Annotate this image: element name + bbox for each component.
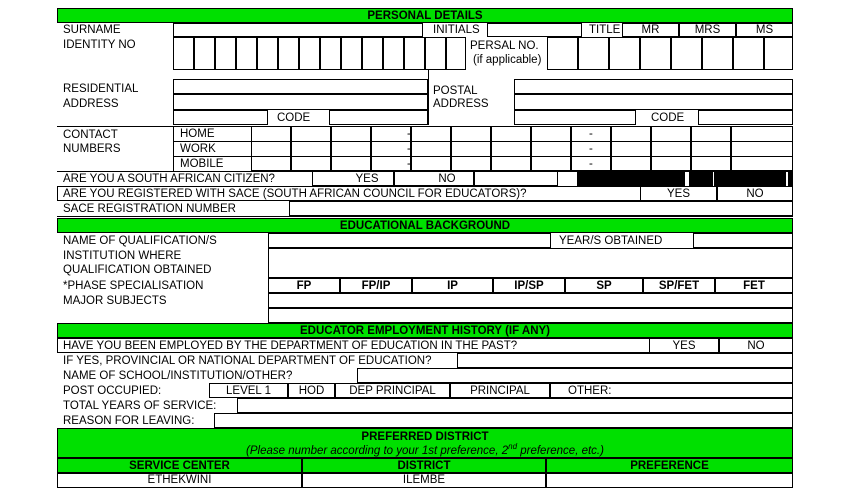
col-preference-header: PREFERENCE [546, 458, 793, 473]
sace-no-label: NO [746, 188, 764, 200]
preference-field-ilembe[interactable] [546, 473, 793, 488]
mobile-dash-2: - [589, 158, 593, 170]
persal-digit-box[interactable] [671, 37, 702, 70]
blacked-out-block [577, 172, 685, 186]
residential-address-line-3[interactable] [173, 110, 268, 125]
phone-digit-col[interactable] [691, 126, 731, 171]
qualification-label: NAME OF QUALIFICATION/S [63, 235, 217, 247]
reason-leaving-label: REASON FOR LEAVING: [63, 415, 195, 427]
postal-address-line-3[interactable] [514, 110, 636, 125]
employment-history-header: EDUCATOR EMPLOYMENT HISTORY (IF ANY) [57, 323, 793, 338]
employed-question: HAVE YOU BEEN EMPLOYED BY THE DEPARTMENT OF EDUCATION IN THE PAST? [63, 340, 518, 352]
residential-address-label: ADDRESS [63, 98, 119, 110]
title-ms-label: MS [755, 24, 774, 36]
blacked-out-block [788, 172, 793, 186]
personal-details-header: PERSONAL DETAILS [57, 8, 793, 23]
id-digit-box[interactable] [257, 37, 278, 70]
persal-digit-box[interactable] [764, 37, 793, 70]
postal-code-label: CODE [651, 112, 685, 124]
citizen-yes-label: YES [355, 173, 379, 185]
phone-digit-col[interactable] [731, 126, 793, 171]
preferred-district-header [57, 428, 793, 458]
service-center-ethekwini: ETHEKWINI [147, 474, 212, 486]
years-obtained-label: YEAR/S OBTAINED [559, 235, 663, 247]
persal-digit-box[interactable] [609, 37, 640, 70]
id-digit-box[interactable] [341, 37, 362, 70]
which-department-label: IF YES, PROVINCIAL OR NATIONAL DEPARTMENT OF EDUCATION? [63, 355, 432, 367]
post-other-label: OTHER: [568, 385, 612, 397]
phone-digit-col[interactable] [411, 126, 451, 171]
phase-sp-label: SP [596, 280, 612, 292]
id-digit-box[interactable] [299, 37, 320, 70]
id-digit-box[interactable] [215, 37, 236, 70]
postal-label: POSTAL [433, 85, 478, 97]
phone-digit-col[interactable] [331, 126, 371, 171]
mobile-dash-1: - [407, 158, 411, 170]
persal-note-label: (if applicable) [473, 54, 542, 66]
phone-digit-col[interactable] [491, 126, 531, 171]
phase-fp-label: FP [296, 280, 312, 292]
preferred-district-title: PREFERRED DISTRICT [361, 431, 489, 443]
col-district-header: DISTRICT [302, 458, 546, 473]
sace-number-field[interactable] [289, 201, 793, 216]
postal-address-line-2[interactable] [514, 94, 793, 110]
id-digit-box[interactable] [236, 37, 257, 70]
postal-code-field[interactable] [698, 110, 793, 125]
residential-address-line-2[interactable] [173, 94, 428, 110]
years-service-field[interactable] [237, 398, 793, 413]
id-digit-box[interactable] [173, 37, 194, 70]
phase-label: *PHASE SPECIALISATION [63, 280, 204, 292]
home-dash-1: - [407, 128, 411, 140]
major-subjects-field-2[interactable] [268, 308, 793, 323]
title-mrs-label: MRS [694, 24, 721, 36]
citizen-no-label: NO [438, 173, 456, 185]
blacked-out-block [714, 172, 786, 186]
years-obtained-field[interactable] [693, 233, 793, 248]
initials-field[interactable] [487, 23, 582, 37]
mobile-label: MOBILE [180, 158, 224, 170]
surname-field[interactable] [173, 23, 423, 37]
id-digit-box[interactable] [194, 37, 215, 70]
contact-label: CONTACT [63, 129, 118, 141]
residential-code-field[interactable] [329, 110, 428, 125]
post-level1-label: LEVEL 1 [226, 385, 271, 397]
phone-digit-col[interactable] [451, 126, 491, 171]
sace-number-label: SACE REGISTRATION NUMBER [63, 203, 236, 215]
post-occupied-label: POST OCCUPIED: [63, 385, 162, 397]
id-digit-box[interactable] [383, 37, 404, 70]
note-part-2: preference, etc.) [517, 445, 604, 457]
post-hod-label: HOD [298, 385, 325, 397]
persal-digit-box[interactable] [578, 37, 609, 70]
citizen-question: ARE YOU A SOUTH AFRICAN CITIZEN? [63, 173, 275, 185]
title-label: TITLE [589, 24, 621, 36]
institution-label-2: QUALIFICATION OBTAINED [63, 264, 212, 276]
persal-digit-box[interactable] [702, 37, 733, 70]
years-service-label: TOTAL YEARS OF SERVICE: [63, 400, 217, 412]
phone-digit-col[interactable] [371, 126, 411, 171]
phase-sp-fet-label: SP/FET [658, 280, 700, 292]
phase-fp-ip-label: FP/IP [361, 280, 391, 292]
phase-fet-label: FET [743, 280, 765, 292]
persal-digit-box[interactable] [547, 37, 578, 70]
phone-digit-col[interactable] [251, 126, 291, 171]
id-digit-box[interactable] [362, 37, 383, 70]
id-digit-box[interactable] [320, 37, 341, 70]
surname-label: SURNAME [63, 24, 121, 36]
postal-address-label: ADDRESS [433, 98, 489, 110]
school-name-field[interactable] [357, 368, 793, 383]
home-label: HOME [180, 128, 215, 140]
initials-label: INITIALS [433, 24, 480, 36]
id-digit-box[interactable] [404, 37, 425, 70]
phase-ip-sp-label: IP/SP [514, 280, 544, 292]
phase-ip-label: IP [447, 280, 458, 292]
id-digit-box[interactable] [425, 37, 446, 70]
phone-digit-col[interactable] [531, 126, 571, 171]
blacked-out-block [689, 172, 713, 186]
residential-address-line-1[interactable] [173, 79, 428, 94]
persal-no-label: PERSAL NO. [470, 40, 539, 52]
sace-yes-label: YES [666, 188, 690, 200]
work-label: WORK [180, 143, 216, 155]
employed-no-label: NO [747, 340, 765, 352]
sace-question: ARE YOU REGISTERED WITH SACE (SOUTH AFRICAN COUNCIL FOR EDUCATORS)? [63, 188, 527, 200]
work-dash-1: - [407, 143, 411, 155]
application-form [57, 6, 793, 486]
post-dep-principal-label: DEP PRINCIPAL [349, 385, 436, 397]
citizen-blank-box [474, 171, 558, 186]
phone-digit-col[interactable] [291, 126, 331, 171]
reason-leaving-field[interactable] [214, 413, 793, 428]
home-dash-2: - [589, 128, 593, 140]
school-name-label: NAME OF SCHOOL/INSTITUTION/OTHER? [63, 370, 293, 382]
institution-label-1: INSTITUTION WHERE [63, 250, 182, 262]
persal-digit-box[interactable] [640, 37, 671, 70]
title-mr-label: MR [641, 24, 660, 36]
which-department-field[interactable] [457, 353, 793, 368]
work-dash-2: - [589, 143, 593, 155]
id-digit-box[interactable] [446, 37, 466, 70]
id-digit-box[interactable] [278, 37, 299, 70]
district-ilembe: ILEMBE [402, 474, 446, 486]
qualification-field[interactable] [268, 233, 551, 248]
major-subjects-field-1[interactable] [268, 293, 793, 308]
educational-background-header: EDUCATIONAL BACKGROUND [57, 218, 793, 233]
postal-address-line-1[interactable] [514, 79, 793, 94]
note-superscript: nd [508, 442, 518, 452]
preferred-district-note [58, 444, 792, 458]
phone-digit-col[interactable] [611, 126, 651, 171]
numbers-label: NUMBERS [63, 143, 121, 155]
col-service-center-header: SERVICE CENTER [57, 458, 302, 473]
institution-field[interactable] [268, 248, 793, 278]
phone-digit-col[interactable] [651, 126, 691, 171]
note-part-1: (Please number according to your 1st preference, 2 [246, 445, 509, 457]
post-principal-label: PRINCIPAL [470, 385, 530, 397]
identity-no-label: IDENTITY NO [63, 39, 136, 51]
employed-yes-label: YES [672, 340, 696, 352]
residential-code-label: CODE [277, 112, 311, 124]
persal-digit-box[interactable] [733, 37, 764, 70]
major-subjects-label: MAJOR SUBJECTS [63, 295, 167, 307]
residential-label: RESIDENTIAL [63, 83, 139, 95]
